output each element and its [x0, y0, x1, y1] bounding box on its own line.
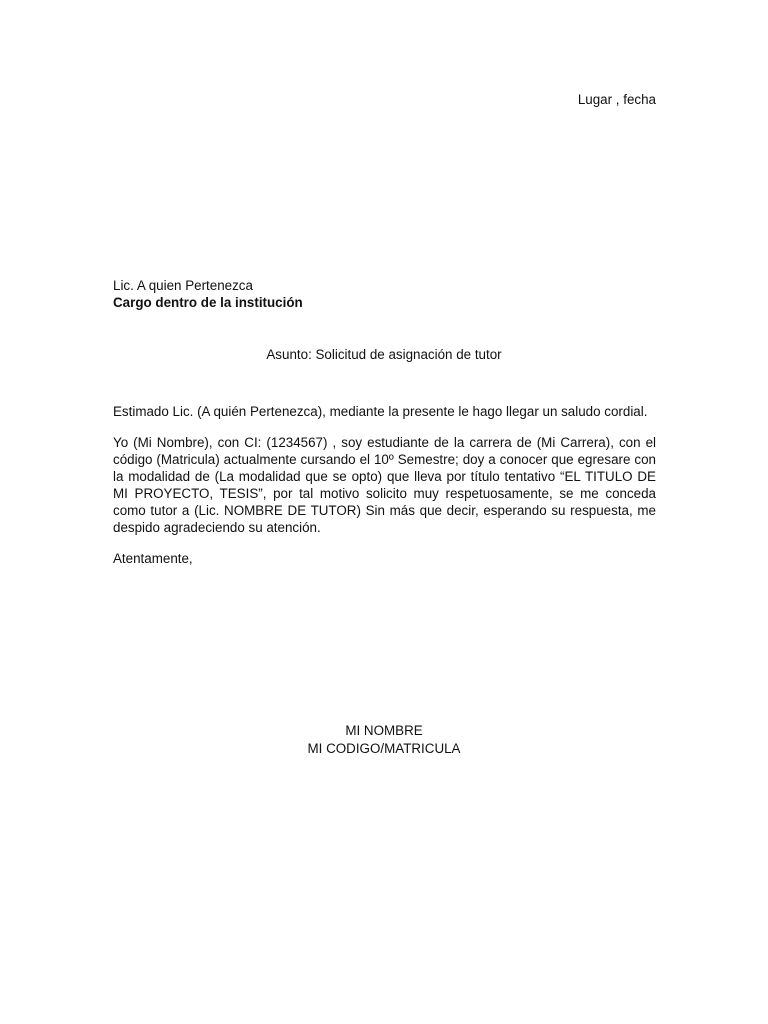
subject-line: Asunto: Solicitud de asignación de tutor [266, 347, 502, 362]
greeting-paragraph: Estimado Lic. (A quién Pertenezca), mediante la presente le hago llegar un saludo cordial. [113, 404, 648, 419]
recipient-name: Lic. A quien Pertenezca [113, 278, 253, 293]
letter-body [113, 403, 656, 581]
place-date: Lugar , fecha [577, 92, 656, 107]
recipient-role: Cargo dentro de la institución [113, 295, 303, 310]
signature-name: MI NOMBRE [345, 723, 423, 738]
signature-code: MI CODIGO/MATRICULA [307, 741, 461, 756]
recipient-block [113, 277, 303, 311]
closing-line: Atentamente, [113, 551, 193, 566]
body-paragraph: Yo (Mi Nombre), con CI: (1234567) , soy estudiante de la carrera de (Mi Carrera), con el código (Matricula) actualmente cursando el 10º Semestre; doy a conocer que egresare con la modalidad de (La modalidad que se opto) que lleva por título tentativo “EL TITULO DE MI PROYECTO, TESIS”, por tal motivo solicito muy respetuosamente, se me conceda como tutor a (Lic. NOMBRE DE TUTOR) Sin más que decir, esperando su respuesta, me despido agradeciendo su atención. [113, 435, 656, 535]
signature-block [0, 722, 768, 758]
